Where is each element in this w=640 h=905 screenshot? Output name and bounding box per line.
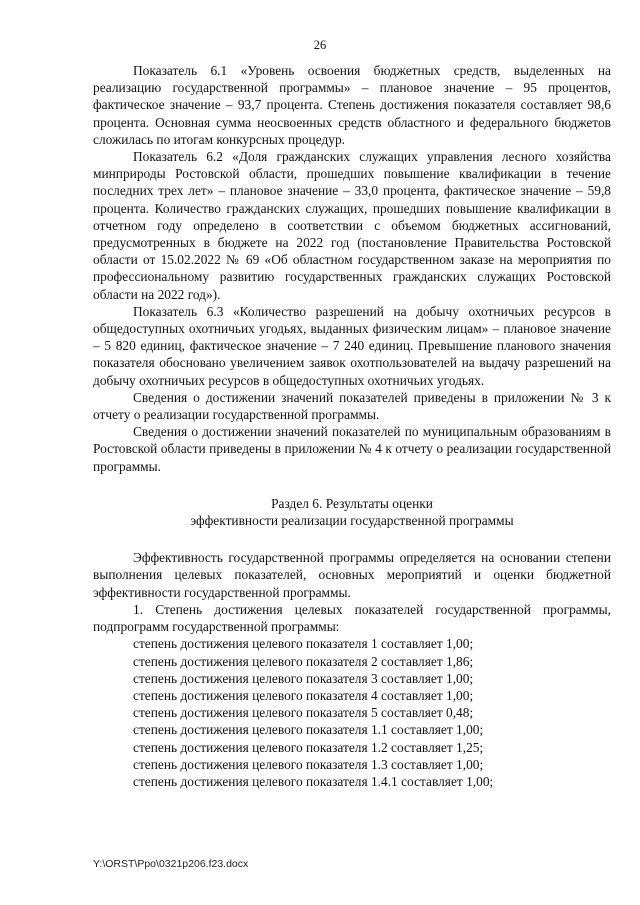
section-title-line-1: Раздел 6. Результаты оценки <box>271 495 433 511</box>
paragraph-appendix-4: Сведения о достижении значений показателей по муниципальным образованиям в Ростовской области приведены в приложении № 4 к отчету о реализации государственной программы. <box>93 424 611 474</box>
paragraph-indicator-6-3: Показатель 6.3 «Количество разрешений на добычу охотничьих ресурсов в общедоступных охотничьих угодьях, выданных физическим лицам» – плановое значение – 5 820 единиц, фактическое значение – 7 240 единиц. Превышение планового значения показателя обосновано увеличением заявок охотпользователей на выдачу разрешений на добычу охотничьих ресурсов в общедоступных охотничьих угодьях. <box>93 303 611 388</box>
paragraph-appendix-3: Сведения о достижении значений показателей приведены в приложении № 3 к отчету о реализации государственной программы. <box>93 389 611 423</box>
paragraph-degree-heading: 1. Степень достижения целевых показателей государственной программы, подпрограмм государственной программы: <box>93 601 611 635</box>
list-item: степень достижения целевого показателя 1.3 составляет 1,00; <box>133 756 484 772</box>
list-item: степень достижения целевого показателя 2 составляет 1,86; <box>133 653 474 669</box>
section-heading <box>93 495 611 529</box>
document-body <box>93 62 611 790</box>
section-title-line-2: эффективности реализации государственной программы <box>190 513 514 529</box>
list-item: степень достижения целевого показателя 5 составляет 0,48; <box>133 705 474 721</box>
paragraph-indicator-6-1: Показатель 6.1 «Уровень освоения бюджетных средств, выделенных на реализацию государственной программы» – плановое значение – 95 процентов, фактическое значение – 93,7 процента. Степень достижения показателя составляет 98,6 процента. Основная сумма неосвоенных средств областного и федерального бюджетов сложилась по итогам конкурсных процедур. <box>93 63 611 147</box>
page-number: 26 <box>313 38 327 52</box>
list-item: степень достижения целевого показателя 1.2 составляет 1,25; <box>133 739 484 755</box>
list-item: степень достижения целевого показателя 4 составляет 1,00; <box>133 687 474 703</box>
list-item: степень достижения целевого показателя 1.4.1 составляет 1,00; <box>133 773 494 789</box>
list-item: степень достижения целевого показателя 1.1 составляет 1,00; <box>133 722 484 738</box>
list-item: степень достижения целевого показателя 1 составляет 1,00; <box>133 636 474 652</box>
list-item: степень достижения целевого показателя 3 составляет 1,00; <box>133 670 474 686</box>
paragraph-efficiency-intro: Эффективность государственной программы определяется на основании степени выполнения целевых показателей, основных мероприятий и оценки бюджетной эффективности государственной программы. <box>93 550 611 600</box>
indicator-list <box>93 635 611 790</box>
paragraph-indicator-6-2: Показатель 6.2 «Доля гражданских служащих управления лесного хозяйства минприроды Ростовской области, прошедших повышение квалификации в течение последних трех лет» – плановое значение – 33,0 процента, фактическое значение – 59,8 процента. Количество гражданских служащих, прошедших повышение квалификации в отчетном году определено в соответствии с объемом бюджетных ассигнований, предусмотренных в бюджете на 2022 год (постановление Правительства Ростовской области от 15.02.2022 № 69 «Об областном государственном заказе на мероприятия по профессиональному развитию государственных гражданских служащих Ростовской области на 2022 год»). <box>93 149 611 302</box>
footer-file-path: Y:\ORST\Ppo\0321p206.f23.docx <box>93 858 249 870</box>
